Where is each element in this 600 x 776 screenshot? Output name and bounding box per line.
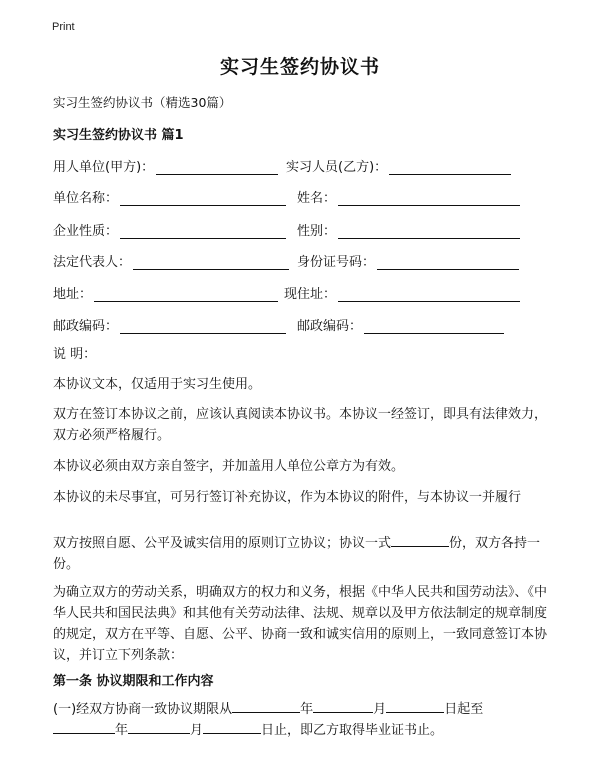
term-day-end: 日止，即乙方取得毕业证书止。 [261,723,444,738]
legal-rep-label: 法定代表人： [53,255,132,270]
page-title: 实习生签约协议书 [219,56,380,78]
postcode2-label: 邮政编码： [297,319,363,334]
page-subtitle: 实习生签约协议书（精选30篇） [53,95,232,110]
current-address-field [284,283,520,302]
section1-heading: 实习生签约协议书 篇1 [53,128,184,143]
gender-label: 性别： [297,224,337,239]
print-link[interactable]: Print [52,21,75,33]
employer-label: 用人单位(甲方)： [53,160,155,175]
intern-field [286,156,511,175]
gender-blank[interactable] [338,224,520,239]
article1-heading: 第一条 协议期限和工作内容 [53,674,214,689]
postcode1-field [53,315,286,334]
paragraph-5-part-b: 份，双方各持一份。 [53,536,541,572]
name-blank[interactable] [338,191,520,206]
company-type-blank[interactable] [120,224,286,239]
current-address-blank[interactable] [338,287,520,302]
start-month-blank[interactable] [313,699,373,713]
paragraph-3: 本协议必须由双方亲自签字，并加盖用人单位公章方为有效。 [53,459,405,474]
legal-rep-blank[interactable] [133,255,289,270]
id-number-label: 身份证号码： [297,255,376,270]
name-field [297,187,520,206]
company-type-label: 企业性质： [53,224,119,239]
name-label: 姓名： [297,191,337,206]
explain-label: 说 明： [53,347,97,362]
postcode2-field [297,315,504,334]
paragraph-1: 本协议文本，仅适用于实习生使用。 [53,377,262,392]
paragraph-6: 为确立双方的劳动关系，明确双方的权力和义务，根据《中华人民共和国劳动法》、《中华人民共和国民法典》和其他有关劳动法律、法规、规章以及甲方依法制定的规章制度的规定，双方在平等、自愿、公平、协商一致和诚实信用的原则上，一致同意签订本协议，并订立下列条款： [53,585,548,663]
company-type-field [53,220,286,239]
current-address-label: 现住址： [284,287,337,302]
id-number-field [297,251,519,270]
start-day-blank[interactable] [386,699,444,713]
term-month2: 月 [190,723,204,738]
term-month1: 月 [373,702,387,717]
copies-blank[interactable] [391,533,449,547]
term-clause [53,699,553,741]
end-day-blank[interactable] [203,720,261,734]
term-year1: 年 [300,702,314,717]
paragraph-4: 本协议的未尽事宜，可另行签订补充协议，作为本协议的附件，与本协议一并履行 [53,490,522,505]
unit-name-blank[interactable] [120,191,286,206]
address-blank[interactable] [94,287,278,302]
term-part1: (一)经双方协商一致协议期限从 [53,702,233,717]
end-year-blank[interactable] [53,720,115,734]
unit-name-field [53,187,286,206]
gender-field [297,220,520,239]
paragraph-2: 双方在签订本协议之前，应该认真阅读本协议书。本协议一经签订，即具有法律效力，双方必须严格履行。 [53,407,548,443]
postcode1-label: 邮政编码： [53,319,119,334]
start-year-blank[interactable] [232,699,300,713]
term-day-start: 日起至 [444,702,484,717]
end-month-blank[interactable] [128,720,190,734]
legal-rep-field [53,251,289,270]
address-field [53,283,278,302]
intern-label: 实习人员(乙方)： [286,160,388,175]
term-year2: 年 [115,723,129,738]
employer-field [53,156,278,175]
unit-name-label: 单位名称： [53,191,119,206]
intern-blank[interactable] [389,160,511,175]
employer-blank[interactable] [156,160,278,175]
id-number-blank[interactable] [377,255,519,270]
paragraph-5 [53,533,553,575]
postcode2-blank[interactable] [364,319,504,334]
postcode1-blank[interactable] [120,319,286,334]
address-label: 地址： [53,287,93,302]
paragraph-5-part-a: 双方按照自愿、公平及诚实信用的原则订立协议；协议一式 [53,536,392,551]
